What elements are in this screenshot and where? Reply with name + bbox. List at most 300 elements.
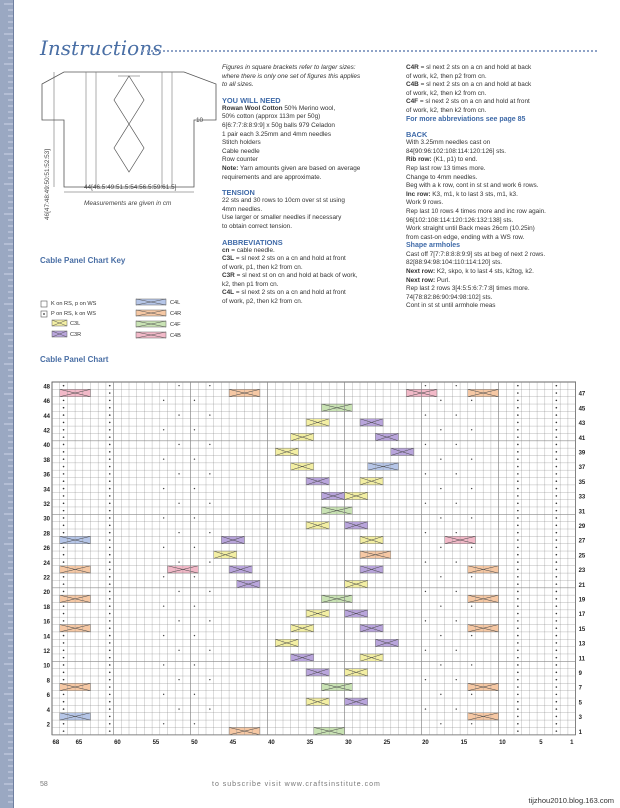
page-edge-ruler [0, 0, 14, 808]
purl-stitch [63, 694, 65, 696]
abbr-line: k2, then p1 from cn. [222, 280, 279, 288]
purl-stitch [517, 451, 519, 453]
purl-stitch [109, 649, 111, 651]
purl-stitch [517, 385, 519, 387]
purl-stitch [425, 708, 426, 709]
purl-stitch [556, 708, 558, 710]
purl-stitch [556, 598, 558, 600]
instructions-column-3: C4R = sl next 2 sts on a cn and hold at back of work, k2, then p2 from cn. C4B = sl next 2 sts on a cn and hold at back of work, k2, then k2 from cn. C4F = sl next 2 sts on a cn and hold at front of work, k2, then k2 from cn. For more abbreviations see page 85 BACK With 3.25mm needles cast on 84[90:96:102:108:114:120:126] sts. Rib row: (K1, p1) to end. Rep last row 13 times more. Change to 4mm needles. Beg with a k row, cont in st st and work 6 rows. Inc row: K3, m1, k to last 3 sts, m1, k3. Work 9 rows. Rep last 10 rows 4 times more and inc row again. 96[102:108:114:120:126:132:138] sts. Work straight until Back meas 26cm (10.25in) from cast-on edge, ending with a WS row. Shape armholes Cast off 7[7:7:8:8:8:9:9] sts at beg of next 2 rows. 82[88:94:98:104:110:114:120] sts. Next row: K2, skpo, k to last 4 sts, k2tog, k2. Next row: Purl. Rep last 2 rows 3[4:5:5:6:7:7:8] times more. 74[78:82:86:90:94:98:102] sts. Cont in st st until armhole meas [406, 64, 610, 311]
column-label: 1 [570, 739, 574, 746]
garment-outline [42, 72, 216, 187]
purl-stitch [109, 635, 111, 637]
row-label-odd: 7 [578, 685, 582, 692]
purl-stitch [63, 635, 65, 637]
row-label-odd: 19 [578, 597, 586, 604]
purl-stitch [63, 576, 65, 578]
purl-stitch [517, 532, 519, 534]
purl-stitch [109, 605, 111, 607]
purl-stitch [456, 561, 457, 562]
row-label-odd: 45 [578, 406, 586, 413]
purl-stitch [517, 488, 519, 490]
purl-stitch [209, 708, 210, 709]
purl-stitch [517, 730, 519, 732]
row-label-odd: 29 [578, 524, 586, 530]
c3l-label: C3L [70, 321, 81, 327]
purl-stitch [556, 502, 558, 504]
materials-line: Stitch holders [222, 139, 261, 147]
purl-stitch [556, 466, 558, 468]
purl-stitch [109, 502, 111, 504]
measurement-caption: Measurements are given in cm [84, 200, 172, 207]
c4f-label: C4F [170, 322, 181, 328]
row-label-odd: 33 [578, 494, 586, 501]
purl-stitch [109, 583, 111, 585]
materials-line: 50% cotton (approx 113m per 50g) [222, 113, 321, 121]
purl-stitch [63, 554, 65, 556]
purl-stitch [556, 451, 558, 453]
purl-stitch [517, 436, 519, 438]
purl-stitch [109, 539, 111, 541]
purl-stitch [517, 694, 519, 696]
purl-stitch [109, 686, 111, 688]
purl-stitch [109, 525, 111, 527]
purl-stitch [63, 510, 65, 512]
purl-stitch [456, 591, 457, 592]
purl-stitch [517, 547, 519, 549]
purl-stitch [456, 444, 457, 445]
purl-stitch [109, 385, 111, 387]
purl-stitch [109, 451, 111, 453]
purl-stitch [109, 466, 111, 468]
purl-label: P on RS, k on WS [51, 311, 96, 317]
purl-stitch [517, 635, 519, 637]
purl-stitch [425, 650, 426, 651]
purl-stitch [517, 444, 519, 446]
purl-stitch [63, 502, 65, 504]
column-label: 60 [114, 739, 121, 746]
row-label-odd: 21 [578, 582, 586, 589]
purl-stitch [440, 723, 441, 724]
cable-panel-chart-title: Cable Panel Chart [40, 355, 109, 364]
purl-stitch [471, 694, 472, 695]
purl-stitch [556, 429, 558, 431]
purl-stitch [109, 444, 111, 446]
purl-stitch [556, 605, 558, 607]
purl-stitch [556, 480, 558, 482]
purl-stitch [109, 429, 111, 431]
purl-stitch [163, 547, 164, 548]
tension-line: Use larger or smaller needles if necessary [222, 214, 342, 222]
c3r-label: C3R [70, 332, 82, 338]
row-label-odd: 13 [578, 641, 586, 648]
knit-label: K on RS, p on WS [51, 301, 97, 307]
tension-title: TENSION [222, 188, 255, 198]
instructions-column-2 [222, 64, 404, 307]
purl-stitch [178, 561, 179, 562]
heading-divider [142, 50, 597, 52]
abbr-line: C4L = sl next 2 sts on a cn and hold at front [222, 289, 346, 297]
diamond-cable-motif [114, 76, 144, 172]
purl-stitch [109, 723, 111, 725]
purl-stitch [556, 400, 558, 402]
purl-stitch [178, 532, 179, 533]
purl-stitch [517, 466, 519, 468]
purl-stitch [425, 444, 426, 445]
purl-stitch [556, 694, 558, 696]
width-label: 44[46.5:49:51.5:54:56.5:59:61.5] [84, 184, 177, 191]
purl-stitch [456, 503, 457, 504]
purl-stitch [517, 473, 519, 475]
row-label-odd: 11 [578, 656, 585, 663]
c4l-label: C4L [170, 300, 181, 306]
purl-stitch [425, 503, 426, 504]
purl-stitch [517, 723, 519, 725]
purl-stitch [456, 620, 457, 621]
ruler-ticks [0, 0, 13, 808]
purl-stitch [63, 664, 65, 666]
purl-stitch [109, 591, 111, 593]
purl-stitch [425, 385, 426, 386]
purl-stitch [556, 414, 558, 416]
purl-stitch [63, 701, 65, 703]
purl-stitch [556, 716, 558, 718]
row-label-even: 42 [43, 428, 50, 435]
shape-armholes-title: Shape armholes [406, 242, 461, 250]
purl-stitch [517, 525, 519, 527]
purl-stitch [556, 407, 558, 409]
more-abbreviations-link: For more abbreviations see page 85 [406, 115, 526, 123]
purl-stitch [556, 701, 558, 703]
purl-stitch [63, 466, 65, 468]
purl-stitch [517, 642, 519, 644]
row-label-even: 40 [43, 443, 50, 450]
purl-stitch [63, 400, 65, 402]
purl-stitch [163, 517, 164, 518]
purl-stitch [471, 605, 472, 606]
purl-stitch [109, 708, 111, 710]
purl-stitch [517, 672, 519, 674]
purl-stitch [471, 458, 472, 459]
back-title: BACK [406, 130, 428, 140]
purl-stitch [163, 429, 164, 430]
abbr-line: C3L = sl next 2 sts on a cn and hold at front [222, 255, 346, 263]
knit-swatch [41, 301, 47, 307]
row-label-even: 16 [43, 619, 50, 626]
purl-stitch [163, 576, 164, 577]
purl-stitch [63, 480, 65, 482]
purl-stitch [556, 620, 558, 622]
purl-stitch [556, 539, 558, 541]
row-label-even: 30 [43, 516, 50, 523]
purl-stitch [63, 613, 65, 615]
tension-line: 4mm needles. [222, 205, 263, 213]
purl-stitch [63, 672, 65, 674]
page-number: 58 [40, 781, 48, 788]
row-label-odd: 25 [578, 553, 586, 560]
purl-stitch [63, 429, 65, 431]
purl-stitch [63, 723, 65, 725]
purl-stitch [63, 657, 65, 659]
purl-stitch [209, 532, 210, 533]
row-label-odd: 5 [578, 700, 582, 707]
abbr-line: of work, p2, then k2 from cn. [222, 298, 303, 306]
purl-stitch [517, 561, 519, 563]
purl-stitch [63, 649, 65, 651]
purl-stitch [471, 723, 472, 724]
column-label: 55 [152, 739, 160, 746]
row-label-even: 14 [43, 634, 50, 641]
purl-stitch [556, 642, 558, 644]
purl-stitch [109, 657, 111, 659]
purl-stitch [517, 539, 519, 541]
purl-stitch [471, 517, 472, 518]
purl-stitch [517, 400, 519, 402]
row-label-even: 28 [43, 531, 50, 538]
purl-stitch [109, 576, 111, 578]
purl-stitch [556, 473, 558, 475]
purl-stitch [517, 598, 519, 600]
intro-line: Figures in square brackets refer to larger sizes: [222, 64, 356, 71]
row-label-even: 4 [46, 707, 50, 714]
abbr-line: of work, p1, then k2 from cn. [222, 263, 303, 271]
purl-stitch [109, 694, 111, 696]
purl-stitch [163, 458, 164, 459]
purl-stitch [556, 627, 558, 629]
purl-stitch [109, 480, 111, 482]
purl-stitch [109, 495, 111, 497]
purl-stitch [425, 679, 426, 680]
column-label: 10 [499, 739, 506, 746]
purl-stitch [194, 694, 195, 695]
image-credit: tijzhou2010.blog.163.com [528, 796, 614, 805]
purl-stitch [209, 503, 210, 504]
note-line: Note: Yarn amounts given are based on average [222, 164, 361, 172]
purl-stitch [517, 657, 519, 659]
purl-stitch [63, 620, 65, 622]
purl-stitch [425, 561, 426, 562]
purl-stitch [63, 605, 65, 607]
purl-stitch [109, 569, 111, 571]
row-label-odd: 3 [578, 715, 582, 722]
purl-stitch [556, 576, 558, 578]
purl-stitch [109, 627, 111, 629]
purl-stitch [471, 429, 472, 430]
page-heading: Instructions [40, 36, 163, 60]
purl-stitch [471, 664, 472, 665]
purl-stitch [556, 686, 558, 688]
purl-stitch [209, 679, 210, 680]
purl-stitch [517, 686, 519, 688]
purl-stitch [556, 657, 558, 659]
row-label-even: 22 [43, 575, 50, 582]
purl-stitch [517, 422, 519, 424]
purl-stitch [440, 488, 441, 489]
row-label-even: 36 [43, 472, 50, 479]
purl-stitch [209, 385, 210, 386]
purl-stitch [517, 414, 519, 416]
purl-stitch [517, 569, 519, 571]
purl-stitch [178, 444, 179, 445]
row-label-odd: 1 [578, 729, 582, 736]
purl-stitch [556, 422, 558, 424]
height-label: 46[47:48:49:50:51:52:53] [44, 148, 51, 220]
purl-stitch [63, 444, 65, 446]
purl-stitch [471, 635, 472, 636]
purl-stitch [556, 664, 558, 666]
purl-stitch [109, 679, 111, 681]
purl-stitch [517, 627, 519, 629]
purl-stitch [63, 385, 65, 387]
purl-stitch [440, 400, 441, 401]
purl-stitch [425, 473, 426, 474]
row-label-odd: 39 [578, 450, 586, 457]
row-label-even: 32 [43, 501, 50, 508]
purl-stitch [556, 488, 558, 490]
purl-stitch [109, 532, 111, 534]
purl-stitch [194, 664, 195, 665]
purl-stitch [109, 716, 111, 718]
purl-stitch [109, 400, 111, 402]
purl-stitch [517, 583, 519, 585]
row-label-even: 6 [46, 693, 50, 700]
yarn-line: Rowan Wool Cotton 50% Merino wool, [222, 104, 336, 112]
purl-stitch [456, 414, 457, 415]
row-label-odd: 17 [578, 612, 586, 619]
purl-stitch [194, 517, 195, 518]
row-label-odd: 35 [578, 479, 586, 486]
purl-stitch [456, 532, 457, 533]
materials-line: Cable needle [222, 147, 260, 155]
row-label-even: 34 [43, 487, 50, 494]
purl-stitch [163, 694, 164, 695]
purl-stitch [517, 679, 519, 681]
purl-stitch [109, 458, 111, 460]
purl-stitch [517, 554, 519, 556]
purl-stitch [178, 679, 179, 680]
purl-stitch [517, 429, 519, 431]
purl-stitch [517, 392, 519, 394]
purl-stitch [517, 576, 519, 578]
purl-stitch [440, 458, 441, 459]
purl-stitch [63, 525, 65, 527]
purl-stitch [440, 605, 441, 606]
purl-stitch [556, 510, 558, 512]
row-label-odd: 9 [578, 671, 582, 677]
purl-stitch [109, 561, 111, 563]
row-label-odd: 31 [578, 509, 586, 516]
purl-stitch [109, 488, 111, 490]
purl-stitch [556, 649, 558, 651]
purl-stitch [517, 510, 519, 512]
materials-line: 1 pair each 3.25mm and 4mm needles [222, 130, 332, 138]
purl-stitch [63, 451, 65, 453]
purl-stitch [517, 664, 519, 666]
row-label-even: 2 [46, 722, 50, 729]
column-label: 35 [306, 739, 314, 746]
purl-stitch [209, 561, 210, 562]
purl-stitch [178, 591, 179, 592]
row-label-even: 48 [43, 384, 50, 391]
row-label-even: 24 [43, 560, 50, 567]
purl-stitch [517, 495, 519, 497]
column-label: 50 [191, 739, 198, 746]
purl-stitch [556, 554, 558, 556]
row-label-odd: 27 [578, 538, 586, 545]
purl-stitch [163, 664, 164, 665]
purl-stitch [109, 407, 111, 409]
abbreviations-title: ABBREVIATIONS [222, 237, 283, 247]
purl-stitch [556, 583, 558, 585]
purl-stitch [178, 650, 179, 651]
purl-stitch [209, 650, 210, 651]
materials-line: Row counter [222, 156, 258, 164]
purl-stitch [517, 701, 519, 703]
purl-stitch [109, 598, 111, 600]
purl-stitch [517, 716, 519, 718]
c4b-label: C4B [170, 333, 181, 339]
row-label-odd: 43 [578, 421, 586, 428]
purl-stitch [517, 458, 519, 460]
purl-stitch [456, 708, 457, 709]
purl-stitch [63, 407, 65, 409]
column-label: 68 [52, 739, 60, 746]
purl-stitch [194, 458, 195, 459]
purl-stitch [63, 517, 65, 519]
purl-stitch [425, 532, 426, 533]
purl-stitch [556, 561, 558, 563]
purl-stitch [178, 414, 179, 415]
purl-stitch [163, 400, 164, 401]
purl-stitch [109, 414, 111, 416]
purl-stitch [63, 561, 65, 563]
abbr-line: cn = cable needle. [222, 246, 275, 254]
purl-stitch [63, 422, 65, 424]
purl-stitch [63, 642, 65, 644]
row-label-odd: 41 [578, 435, 586, 442]
purl-stitch [556, 495, 558, 497]
purl-stitch [63, 458, 65, 460]
purl-stitch [109, 642, 111, 644]
purl-stitch [425, 414, 426, 415]
row-label-odd: 47 [578, 391, 586, 398]
purl-stitch [209, 620, 210, 621]
purl-stitch [517, 649, 519, 651]
column-label: 5 [539, 739, 543, 746]
purl-stitch [109, 547, 111, 549]
abbr-line: C3R = sl next st on cn and hold at back of work, [222, 272, 358, 280]
purl-stitch [63, 591, 65, 593]
sleeve-label: 10 [196, 117, 204, 124]
purl-stitch [556, 591, 558, 593]
purl-stitch [456, 679, 457, 680]
purl-stitch [163, 605, 164, 606]
purl-stitch [456, 473, 457, 474]
row-label-even: 12 [43, 648, 50, 655]
note-line: requirements and are approximate. [222, 173, 322, 181]
purl-stitch [194, 488, 195, 489]
purl-stitch [109, 554, 111, 556]
purl-stitch [109, 436, 111, 438]
footer-subscribe-text: to subscribe visit www.craftsinstitute.com [212, 781, 381, 788]
purl-stitch [556, 458, 558, 460]
purl-stitch [471, 547, 472, 548]
purl-stitch [63, 488, 65, 490]
purl-stitch [178, 708, 179, 709]
purl-stitch [517, 407, 519, 409]
purl-stitch [109, 701, 111, 703]
purl-stitch [63, 708, 65, 710]
purl-stitch [517, 708, 519, 710]
